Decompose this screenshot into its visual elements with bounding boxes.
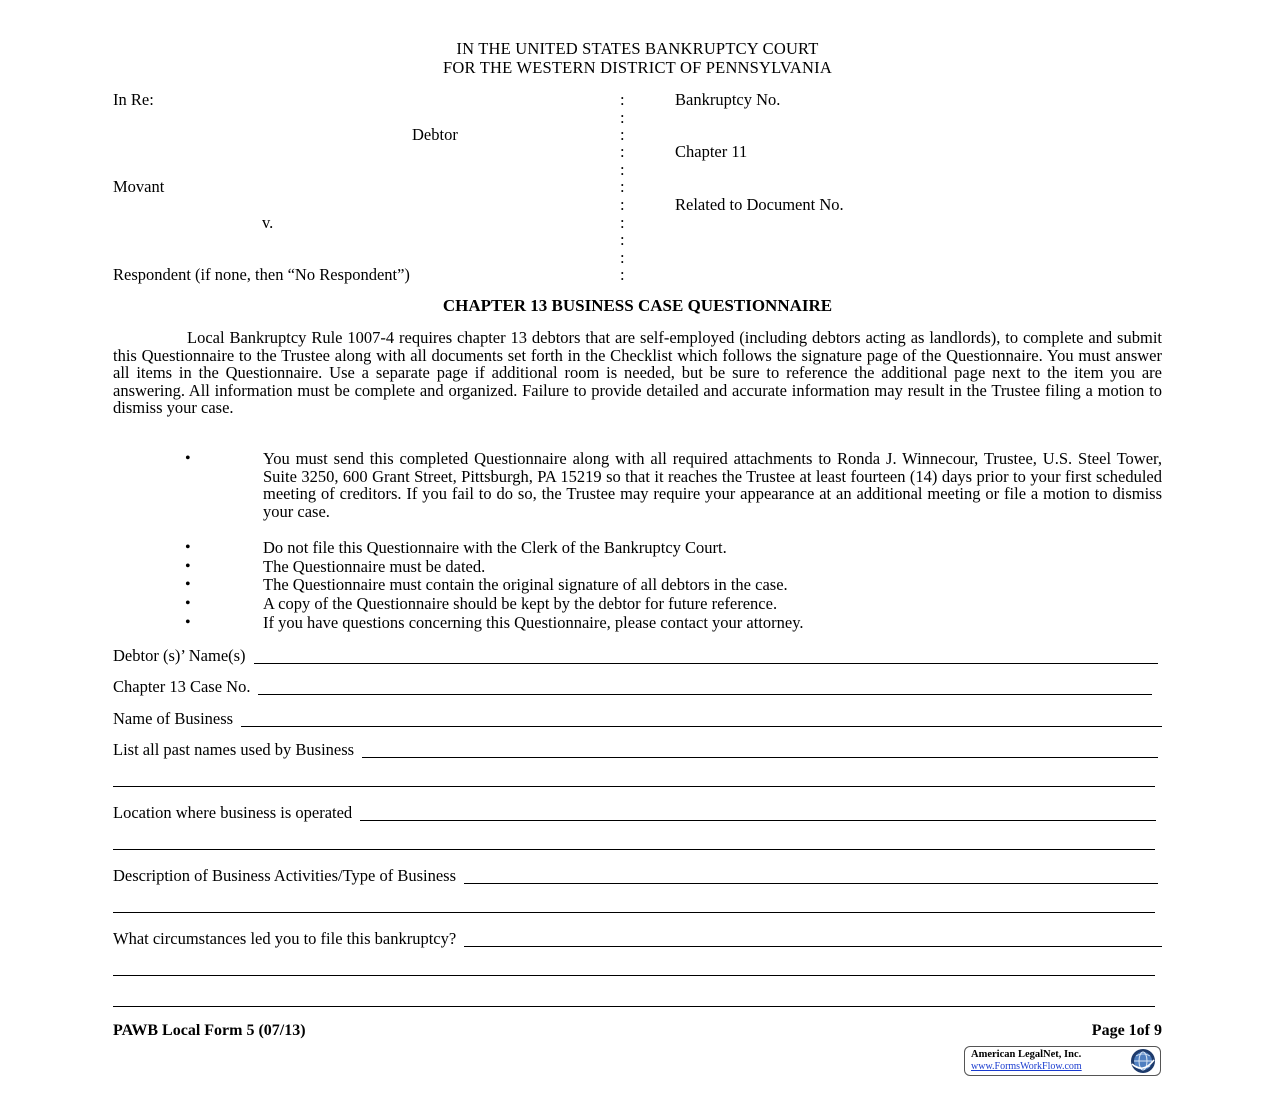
business-description-input[interactable] xyxy=(464,869,1158,884)
in-re-label: In Re: xyxy=(113,90,154,109)
form-identifier: PAWB Local Form 5 (07/13) xyxy=(113,1022,306,1039)
business-name-label: Name of Business xyxy=(113,709,234,728)
business-description-field[interactable] xyxy=(113,866,1158,886)
bullet-icon: • xyxy=(185,539,191,556)
case-number-field[interactable] xyxy=(113,677,1152,697)
location-field[interactable] xyxy=(113,803,1156,823)
logo-company-name: American LegalNet, Inc. xyxy=(971,1049,1082,1060)
colon: : xyxy=(620,195,625,214)
colon: : xyxy=(620,90,625,109)
bankruptcy-no-label: Bankruptcy No. xyxy=(675,90,781,109)
past-names-input-continued[interactable] xyxy=(113,786,1155,787)
colon: : xyxy=(620,142,625,161)
list-item-text: The Questionnaire must contain the original signature of all debtors in the case. xyxy=(263,575,788,594)
location-input[interactable] xyxy=(360,806,1156,821)
circumstances-input[interactable] xyxy=(464,932,1162,947)
bullet-icon: • xyxy=(185,595,191,612)
bullet-icon: • xyxy=(185,558,191,575)
circumstances-field[interactable] xyxy=(113,929,1162,949)
colon: : xyxy=(620,160,625,179)
movant-label: Movant xyxy=(113,177,165,196)
location-input-continued[interactable] xyxy=(113,849,1155,850)
intro-paragraph: Local Bankruptcy Rule 1007-4 requires chapter 13 debtors that are self-employed (including debtors acting as landlords), to complete and submit this Questionnaire to the Trustee along with all documents set forth in the Checklist which follows the signature page of the Questionnaire. You must answer all items in the Questionnaire. Use a separate page if additional room is needed, but be sure to reference the additional page next to the item you are answering. All information must be complete and organized. Failure to provide detailed and accurate information may result in the Trustee filing a motion to dismiss your case. xyxy=(113,328,1162,418)
circumstances-input-continued[interactable] xyxy=(113,975,1155,976)
court-name-line2: FOR THE WESTERN DISTRICT OF PENNSYLVANIA xyxy=(443,58,832,77)
debtor-names-input[interactable] xyxy=(254,649,1158,664)
bullet-icon: • xyxy=(185,576,191,593)
business-description-input-continued[interactable] xyxy=(113,912,1155,913)
forms-workflow-logo[interactable] xyxy=(964,1046,1161,1076)
colon: : xyxy=(620,177,625,196)
bullet-icon: • xyxy=(185,450,191,467)
circumstances-label: What circumstances led you to file this bankruptcy? xyxy=(113,929,457,948)
colon: : xyxy=(620,265,625,284)
list-item-text: If you have questions concerning this Questionnaire, please contact your attorney. xyxy=(263,613,804,632)
chapter-label: Chapter 11 xyxy=(675,142,748,161)
circumstances-input-continued[interactable] xyxy=(113,1006,1155,1007)
list-item-text: The Questionnaire must be dated. xyxy=(263,557,486,576)
colon: : xyxy=(620,108,625,127)
past-names-label: List all past names used by Business xyxy=(113,740,355,759)
past-names-input[interactable] xyxy=(362,743,1158,758)
colon: : xyxy=(620,248,625,267)
list-item-text: Do not file this Questionnaire with the Clerk of the Bankruptcy Court. xyxy=(263,538,727,557)
list-item-text: A copy of the Questionnaire should be kept by the debtor for future reference. xyxy=(263,594,778,613)
past-names-field[interactable] xyxy=(113,740,1158,760)
business-name-input[interactable] xyxy=(241,712,1162,727)
case-number-label: Chapter 13 Case No. xyxy=(113,677,251,696)
page-number: Page 1of 9 xyxy=(1091,1022,1162,1039)
debtor-label: Debtor xyxy=(412,125,458,144)
logo-url-link[interactable]: www.FormsWorkFlow.com xyxy=(971,1061,1082,1072)
bullet-icon: • xyxy=(185,614,191,631)
case-number-input[interactable] xyxy=(258,680,1152,695)
globe-icon xyxy=(1130,1048,1156,1074)
business-name-field[interactable] xyxy=(113,709,1162,729)
document-title: CHAPTER 13 BUSINESS CASE QUESTIONNAIRE xyxy=(442,296,833,315)
colon: : xyxy=(620,230,625,249)
versus-label: v. xyxy=(262,213,274,232)
related-document-label: Related to Document No. xyxy=(675,195,844,214)
list-item-text: You must send this completed Questionnaire along with all required attachments to Ronda J. Winnecour, Trustee, U.S. Steel Tower, Suite 3250, 600 Grant Street, Pittsburgh, PA 15219 so that it reaches the Trustee at least fourteen (14) days prior to your first scheduled meeting of creditors. If you fail to do so, the Trustee may require your appearance at an additional meeting or file a motion to dismiss your case. xyxy=(263,449,1162,521)
debtor-names-field[interactable] xyxy=(113,646,1158,666)
debtor-names-label: Debtor (s)’ Name(s) xyxy=(113,646,246,665)
colon: : xyxy=(620,125,625,144)
court-name-line1: IN THE UNITED STATES BANKRUPTCY COURT xyxy=(456,39,819,58)
location-label: Location where business is operated xyxy=(113,803,353,822)
respondent-label: Respondent (if none, then “No Respondent”) xyxy=(113,265,410,284)
business-description-label: Description of Business Activities/Type of Business xyxy=(113,866,457,885)
colon: : xyxy=(620,213,625,232)
